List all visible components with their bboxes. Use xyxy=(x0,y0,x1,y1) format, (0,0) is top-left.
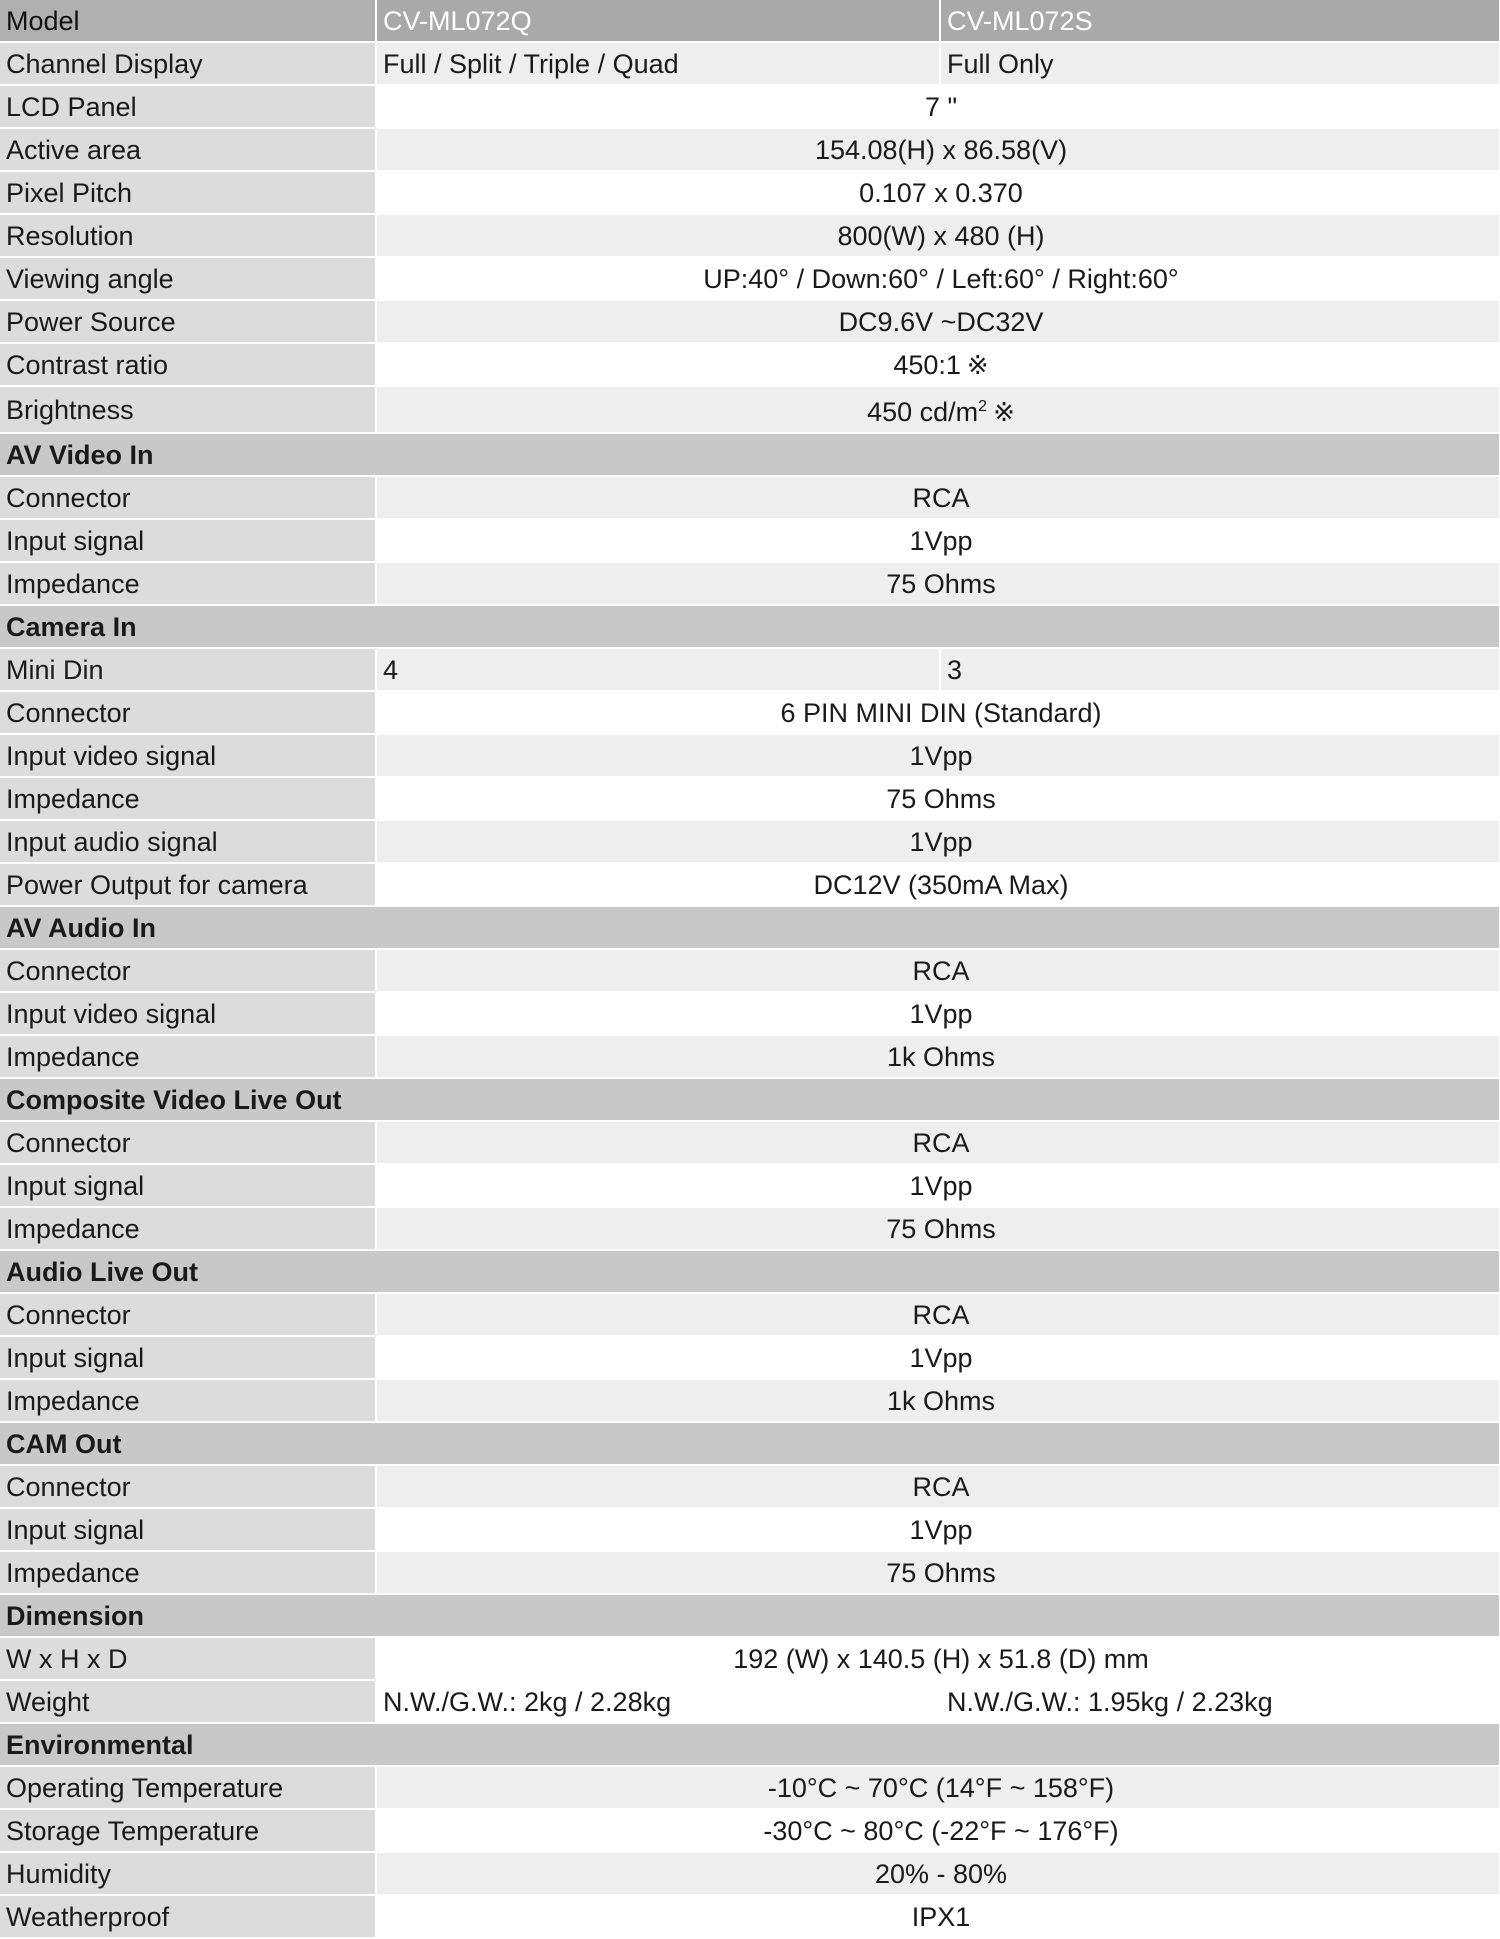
table-row xyxy=(0,128,1500,171)
section-title: Camera In xyxy=(0,605,1500,648)
section-header-row xyxy=(0,1723,1500,1766)
row-value: 1Vpp xyxy=(376,734,1500,777)
row-label: Connector xyxy=(0,1121,376,1164)
row-label: Input audio signal xyxy=(0,820,376,863)
value-q: Full / Split / Triple / Quad xyxy=(376,42,940,85)
row-value: 154.08(H) x 86.58(V) xyxy=(376,128,1500,171)
table-row xyxy=(0,476,1500,519)
row-label: Weatherproof xyxy=(0,1895,376,1938)
table-row xyxy=(0,343,1500,386)
table-row xyxy=(0,648,1500,691)
row-value: 75 Ohms xyxy=(376,562,1500,605)
reference-mark-icon: ※ xyxy=(966,349,989,380)
section-header-row xyxy=(0,1422,1500,1465)
value-s: Full Only xyxy=(940,42,1500,85)
row-value: 0.107 x 0.370 xyxy=(376,171,1500,214)
row-value-cell xyxy=(376,343,1500,386)
row-value: 75 Ohms xyxy=(376,777,1500,820)
table-row xyxy=(0,1508,1500,1551)
table-row xyxy=(0,1379,1500,1422)
row-label: Connector xyxy=(0,1293,376,1336)
section-title: Dimension xyxy=(0,1594,1500,1637)
table-row xyxy=(0,777,1500,820)
section-header-row xyxy=(0,1250,1500,1293)
row-label: Input signal xyxy=(0,1336,376,1379)
section-header-row xyxy=(0,906,1500,949)
row-label: W x H x D xyxy=(0,1637,376,1680)
row-value: 20% - 80% xyxy=(376,1852,1500,1895)
row-label: LCD Panel xyxy=(0,85,376,128)
row-label: Operating Temperature xyxy=(0,1766,376,1809)
row-label: Viewing angle xyxy=(0,257,376,300)
row-label: Impedance xyxy=(0,1207,376,1250)
row-value: 1Vpp xyxy=(376,519,1500,562)
table-row xyxy=(0,1293,1500,1336)
value-s: N.W./G.W.: 1.95kg / 2.23kg xyxy=(940,1680,1500,1723)
section-title: Audio Live Out xyxy=(0,1250,1500,1293)
row-value: 75 Ohms xyxy=(376,1207,1500,1250)
table-row xyxy=(0,734,1500,777)
value-q: N.W./G.W.: 2kg / 2.28kg xyxy=(376,1680,940,1723)
row-label: Active area xyxy=(0,128,376,171)
superscript: 2 xyxy=(978,398,988,415)
row-label: Channel Display xyxy=(0,42,376,85)
row-label: Impedance xyxy=(0,1035,376,1078)
row-value: RCA xyxy=(376,1293,1500,1336)
value-q: 4 xyxy=(376,648,940,691)
table-row xyxy=(0,1637,1500,1680)
row-label: Power Source xyxy=(0,300,376,343)
table-row xyxy=(0,691,1500,734)
row-label: Pixel Pitch xyxy=(0,171,376,214)
section-title: Composite Video Live Out xyxy=(0,1078,1500,1121)
row-value: 1Vpp xyxy=(376,992,1500,1035)
table-row xyxy=(0,519,1500,562)
table-row xyxy=(0,42,1500,85)
section-title: Environmental xyxy=(0,1723,1500,1766)
section-title: AV Audio In xyxy=(0,906,1500,949)
value-s: 3 xyxy=(940,648,1500,691)
model-s-heading: CV-ML072S xyxy=(940,0,1500,42)
row-label: Impedance xyxy=(0,1379,376,1422)
header-label: Model xyxy=(0,0,376,42)
row-value: 1k Ohms xyxy=(376,1035,1500,1078)
row-value: 1Vpp xyxy=(376,1336,1500,1379)
row-label: Connector xyxy=(0,949,376,992)
table-row xyxy=(0,1465,1500,1508)
row-value: RCA xyxy=(376,949,1500,992)
table-row xyxy=(0,1895,1500,1938)
row-value: 1Vpp xyxy=(376,1508,1500,1551)
row-label: Input signal xyxy=(0,519,376,562)
row-value: RCA xyxy=(376,476,1500,519)
table-row xyxy=(0,949,1500,992)
row-value: IPX1 xyxy=(376,1895,1500,1938)
row-label: Storage Temperature xyxy=(0,1809,376,1852)
row-value: 800(W) x 480 (H) xyxy=(376,214,1500,257)
row-label: Power Output for camera xyxy=(0,863,376,906)
row-value: 75 Ohms xyxy=(376,1551,1500,1594)
table-row xyxy=(0,386,1500,433)
row-value: RCA xyxy=(376,1465,1500,1508)
table-row xyxy=(0,1809,1500,1852)
table-row xyxy=(0,1680,1500,1723)
row-value: UP:40° / Down:60° / Left:60° / Right:60° xyxy=(376,257,1500,300)
table-header-row xyxy=(0,0,1500,42)
row-value: 7 " xyxy=(376,85,1500,128)
table-row xyxy=(0,1551,1500,1594)
row-value: RCA xyxy=(376,1121,1500,1164)
table-row xyxy=(0,85,1500,128)
row-label: Weight xyxy=(0,1680,376,1723)
row-label: Input video signal xyxy=(0,734,376,777)
section-title: CAM Out xyxy=(0,1422,1500,1465)
row-label: Connector xyxy=(0,1465,376,1508)
table-row xyxy=(0,300,1500,343)
row-label: Input video signal xyxy=(0,992,376,1035)
section-header-row xyxy=(0,605,1500,648)
row-label: Connector xyxy=(0,691,376,734)
row-label: Brightness xyxy=(0,386,376,433)
row-value: 1k Ohms xyxy=(376,1379,1500,1422)
table-row xyxy=(0,992,1500,1035)
row-label: Input signal xyxy=(0,1508,376,1551)
section-header-row xyxy=(0,433,1500,476)
table-row xyxy=(0,214,1500,257)
row-label: Impedance xyxy=(0,777,376,820)
row-value: -10°C ~ 70°C (14°F ~ 158°F) xyxy=(376,1766,1500,1809)
table-row xyxy=(0,863,1500,906)
section-header-row xyxy=(0,1078,1500,1121)
row-label: Contrast ratio xyxy=(0,343,376,386)
row-label: Impedance xyxy=(0,562,376,605)
reference-mark-icon: ※ xyxy=(993,397,1015,427)
table-row xyxy=(0,1852,1500,1895)
table-row xyxy=(0,820,1500,863)
table-row xyxy=(0,1336,1500,1379)
row-label: Mini Din xyxy=(0,648,376,691)
model-q-heading: CV-ML072Q xyxy=(376,0,940,42)
table-row xyxy=(0,562,1500,605)
row-label: Impedance xyxy=(0,1551,376,1594)
section-title: AV Video In xyxy=(0,433,1500,476)
table-row xyxy=(0,1121,1500,1164)
table-row xyxy=(0,1207,1500,1250)
section-header-row xyxy=(0,1594,1500,1637)
row-label: Resolution xyxy=(0,214,376,257)
row-value: 1Vpp xyxy=(376,820,1500,863)
row-value: 192 (W) x 140.5 (H) x 51.8 (D) mm xyxy=(376,1637,1500,1680)
row-value-cell xyxy=(376,386,1500,433)
row-label: Humidity xyxy=(0,1852,376,1895)
table-row xyxy=(0,1164,1500,1207)
row-value: 1Vpp xyxy=(376,1164,1500,1207)
row-value: -30°C ~ 80°C (-22°F ~ 176°F) xyxy=(376,1809,1500,1852)
table-row xyxy=(0,1766,1500,1809)
table-row xyxy=(0,171,1500,214)
row-value: DC12V (350mA Max) xyxy=(376,863,1500,906)
table-row xyxy=(0,1035,1500,1078)
row-label: Input signal xyxy=(0,1164,376,1207)
contrast-value: 450:1 xyxy=(893,349,961,380)
row-value: DC9.6V ~DC32V xyxy=(376,300,1500,343)
brightness-value: 450 cd/m xyxy=(867,397,979,427)
row-label: Connector xyxy=(0,476,376,519)
table-row xyxy=(0,257,1500,300)
row-value: 6 PIN MINI DIN (Standard) xyxy=(376,691,1500,734)
